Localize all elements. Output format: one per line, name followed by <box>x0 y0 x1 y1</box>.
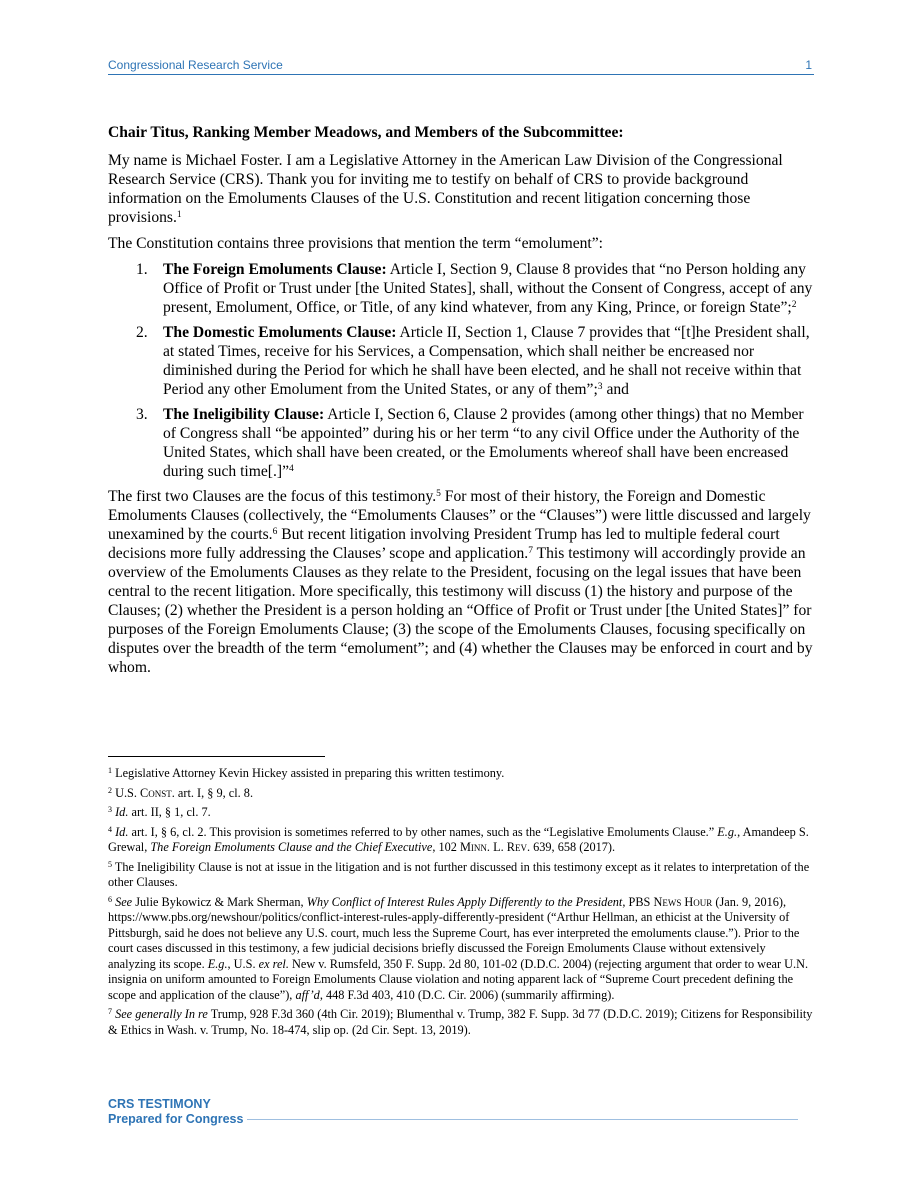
footnote-ref[interactable]: 6 <box>272 527 278 537</box>
footer-rule <box>247 1119 798 1120</box>
footnote-2: $^2$ U.S. Const. art. I, § 9, cl. 8. <box>108 785 254 800</box>
testimony-body <box>108 123 814 684</box>
focus-paragraph: The first two Clauses are the focus of this testimony.$^5$ For most of their history, the Foreign and Domestic Emoluments Clauses (collectively, the “Emoluments Clauses” or the “Clauses”) were little discussed and largely unexamined by the courts.$^6$ But recent litigation involving President Trump has led to multiple federal court decisions more fully addressing the Clauses’ scope and application.$^7$ This testimony will accordingly provide an overview of the Emoluments Clauses as they relate to the President, focusing on the legal issues that have been central to the recent litigation. More specifically, this testimony will discuss (1) the history and purpose of the Clauses; (2) whether the President is a person holding an “Office of Profit or Trust under [the United States]” for purposes of the Foreign Emoluments Clause; (3) the scope of the Emoluments Clauses, focusing specifically on disputes over the breadth of the term “emolument”; and (4) whether the Clauses may be enforced in court and by whom. <box>108 488 813 676</box>
footnotes <box>108 766 814 1042</box>
clause-title: The Domestic Emoluments Clause: <box>163 324 397 341</box>
provisions-intro: The Constitution contains three provisions that mention the term “emolument”: <box>108 235 604 252</box>
page-footer <box>108 1097 798 1127</box>
footnote-ref[interactable]: 2 <box>791 300 797 310</box>
list-number: 2. <box>136 324 148 341</box>
intro-paragraph: My name is Michael Foster. I am a Legislative Attorney in the American Law Division of the Congressional Research Service (CRS). Thank you for inviting me to testify on behalf of CRS to provide background information on the Emoluments Clauses of the U.S. Constitution and recent litigation concerning those provisions.$^1$ <box>108 152 783 226</box>
header-title: Congressional Research Service <box>108 58 283 72</box>
footnote-ref[interactable]: 3 <box>597 382 603 392</box>
footnote-7: $^7$ See generally In re Trump, 928 F.3d 360 (4th Cir. 2019); Blumenthal v. Trump, 382 F. Supp. 3d 77 (D.D.C. 2019); Citizens for Responsibility & Ethics in Wash. v. Trump, No. 18-474, slip op. (2d Cir. Sept. 13, 2019). <box>108 1007 813 1037</box>
list-item: 3. The Ineligibility Clause: Article I, Section 6, Clause 2 provides (among other things) that no Member of Congress shall “be appointed” during his or her term “to any civil Office under the Authority of the United States, which shall have been created, or the Emoluments whereof shall have been encreased during such time[.]”$^4$ <box>136 406 804 480</box>
list-number: 1. <box>136 261 148 278</box>
footer-subtitle: Prepared for Congress <box>108 1112 244 1126</box>
footnote-6: $^6$ See Julie Bykowicz & Mark Sherman, Why Conflict of Interest Rules Apply Differently to the President, PBS News Hour (Jan. 9, 2016), https://www.pbs.org/newshour/politics/conflict-interest-rules-apply-differently-president (“Arthur Hellman, an ethicist at the University of Pittsburgh, said he does not believe any U.S. court, much less the Supreme Court, has ever interpreted the emoluments clause.”). Prior to the court cases discussed in this testimony, a few judicial decisions briefly discussed the Foreign Emoluments Clause without extensively analyzing its scope. E.g., U.S. ex rel. New v. Rumsfeld, 350 F. Supp. 2d 80, 101-02 (D.D.C. 2004) (rejecting argument that order to wear U.N. insignia on uniform amounted to Foreign Emoluments Clause violation and noting apparent lack of “Supreme Court precedent defining the scope and application of the clause”), aff’d, 448 F.3d 403, 410 (D.C. Cir. 2006) (summarily affirming). <box>108 894 809 1002</box>
footnote-4: $^4$ Id. art. I, § 6, cl. 2. This provision is sometimes referred to by other names, such as the “Legislative Emoluments Clause.” E.g., Amandeep S. Grewal, The Foreign Emoluments Clause and the Chief Executive, 102 Minn. L. Rev. 639, 658 (2017). <box>108 824 809 854</box>
list-number: 3. <box>136 406 148 423</box>
footnote-ref[interactable]: 1 <box>176 210 182 220</box>
salutation: Chair Titus, Ranking Member Meadows, and Members of the Subcommittee: <box>108 124 624 141</box>
clauses-list <box>108 260 814 481</box>
footnote-ref[interactable]: 7 <box>528 546 533 556</box>
clause-title: The Foreign Emoluments Clause: <box>163 261 387 278</box>
page-header <box>108 58 814 75</box>
footnote-1: $^1$ Legislative Attorney Kevin Hickey assisted in preparing this written testimony. <box>108 766 505 780</box>
footnote-3: $^3$ Id. art. II, § 1, cl. 7. <box>108 805 211 819</box>
clause-title: The Ineligibility Clause: <box>163 406 325 423</box>
footnote-5: $^5$ The Ineligibility Clause is not at issue in the litigation and is not further discussed in this testimony except as it relates to interpretation of the other Clauses. <box>108 859 810 889</box>
footnote-divider <box>108 756 325 757</box>
page-number: 1 <box>805 58 812 72</box>
list-item: 1. The Foreign Emoluments Clause: Article I, Section 9, Clause 8 provides that “no Person holding any Office of Profit or Trust under [the United States], shall, without the Consent of Congress, accept of any present, Emolument, Office, or Title, of any kind whatever, from any King, Prince, or foreign State”;$^2$ <box>136 261 813 316</box>
footer-label: CRS TESTIMONY <box>108 1097 211 1111</box>
footnote-ref[interactable]: 4 <box>289 464 294 474</box>
footnote-ref[interactable]: 5 <box>436 489 441 499</box>
list-item: 2. The Domestic Emoluments Clause: Article II, Section 1, Clause 7 provides that “[t]he President shall, at stated Times, receive for his Services, a Compensation, which shall neither be encreased nor diminished during the Period for which he shall have been elected, and he shall not receive within that Period any other Emolument from the United States, or any of them”;$^3$ and <box>136 324 810 398</box>
